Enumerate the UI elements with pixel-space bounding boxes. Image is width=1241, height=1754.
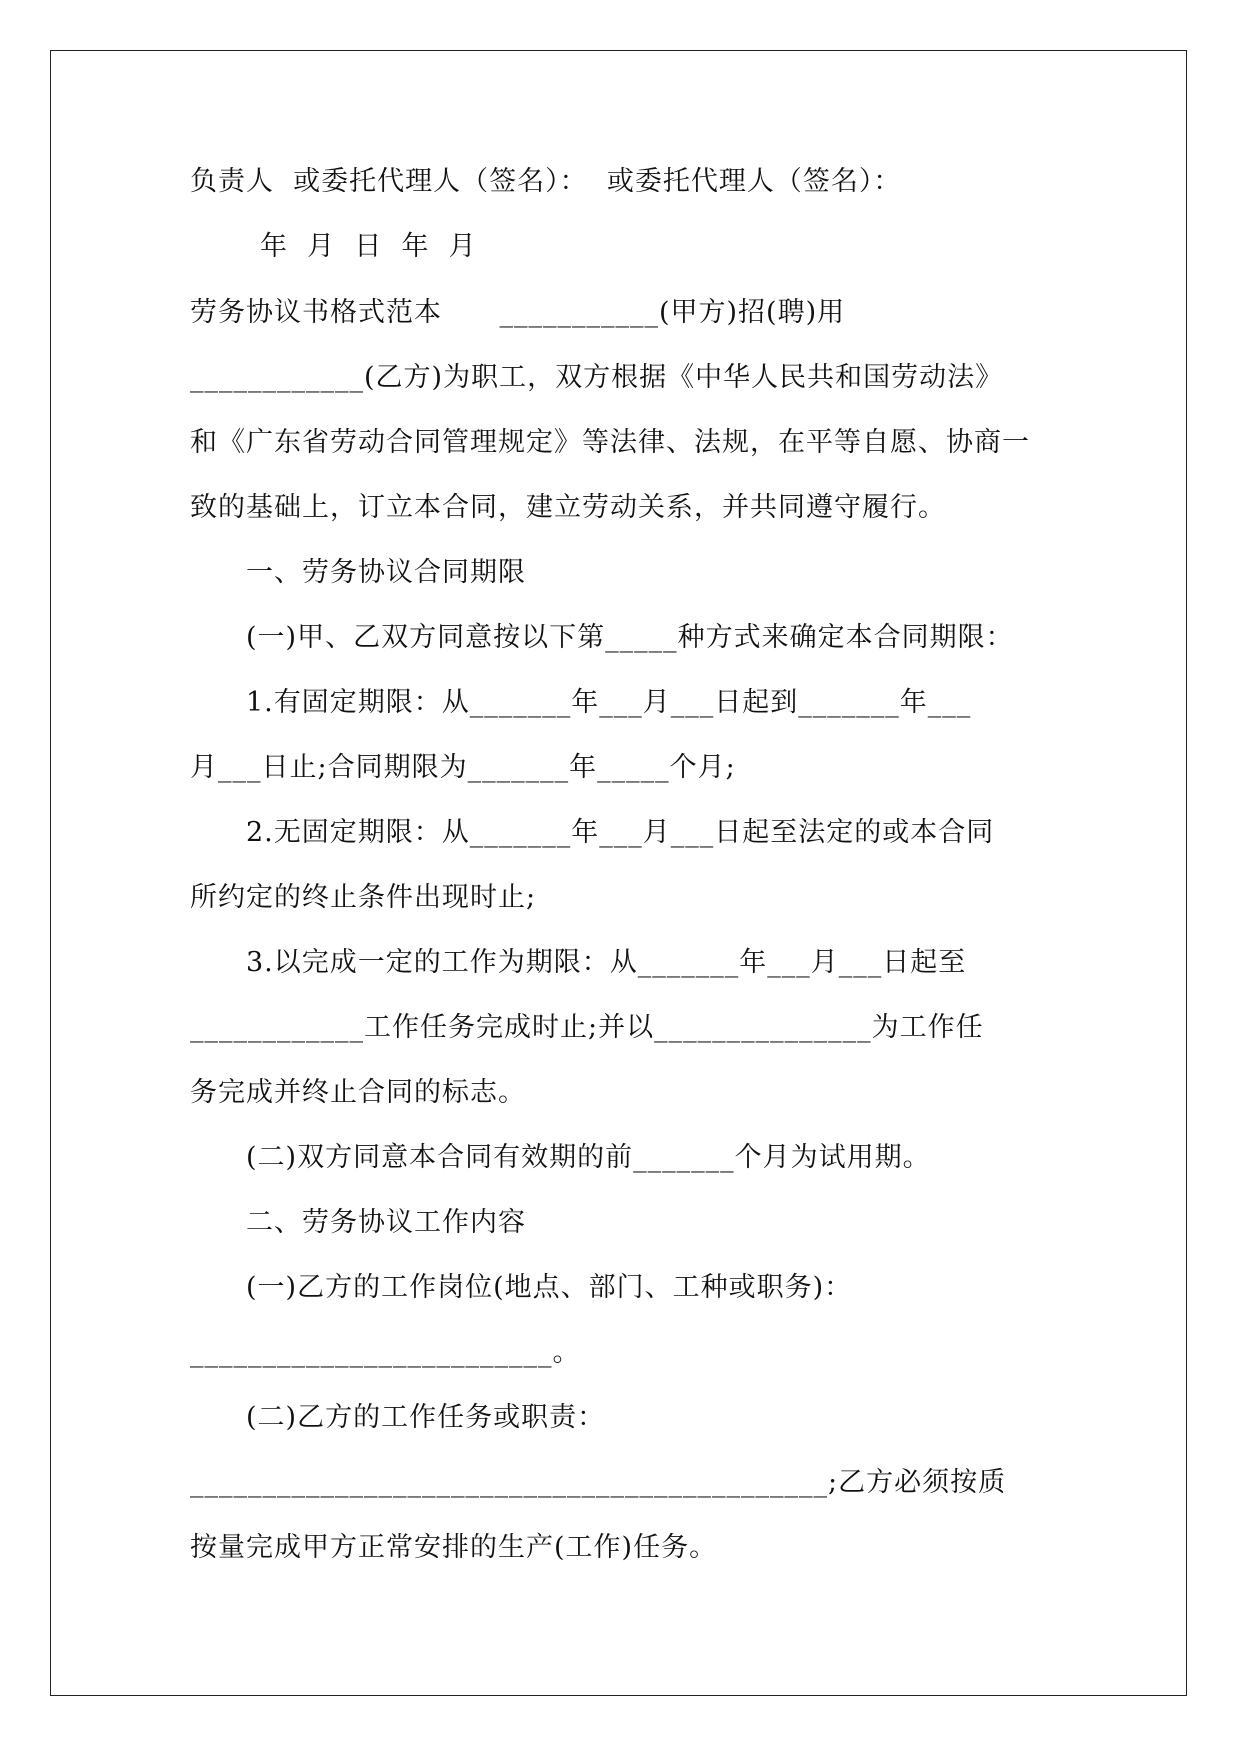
clause-line: (一)乙方的工作岗位(地点、部门、工种或职务)： — [246, 1272, 853, 1303]
clause-line: 3.以完成一定的工作为期限：从_______年___月___日起至 — [246, 947, 967, 978]
clause-line: ____________工作任务完成时止;并以_______________为工作任 — [190, 1012, 984, 1043]
clause-line: 2.无固定期限：从_______年___月___日起至法定的或本合同 — [246, 817, 995, 848]
title-line: 劳务协议书格式范本 ___________(甲方)招(聘)用 — [190, 297, 846, 328]
clause-line: 务完成并终止合同的标志。 — [190, 1077, 526, 1108]
clause-line: 所约定的终止条件出现时止; — [190, 882, 537, 913]
clause-line: ____________________________________________;乙方必须按质 — [190, 1467, 1007, 1498]
signature-line: 负责人 或委托代理人（签名）： 或委托代理人（签名）： — [190, 166, 902, 197]
date-line: 年 月 日 年 月 — [260, 231, 477, 262]
clause-line: 按量完成甲方正常安排的生产(工作)任务。 — [190, 1532, 718, 1563]
section-heading: 二、劳务协议工作内容 — [246, 1207, 526, 1238]
paragraph-line: 和《广东省劳动合同管理规定》等法律、法规，在平等自愿、协商一 — [190, 427, 1030, 458]
clause-line: 1.有固定期限：从_______年___月___日起到_______年___ — [246, 687, 972, 718]
clause-line: (二)双方同意本合同有效期的前_______个月为试用期。 — [246, 1142, 931, 1173]
clause-line: _________________________。 — [190, 1337, 581, 1368]
clause-line: (二)乙方的工作任务或职责： — [246, 1402, 606, 1433]
clause-line: (一)甲、乙双方同意按以下第_____种方式来确定本合同期限： — [246, 622, 1014, 653]
paragraph-line: ____________(乙方)为职工，双方根据《中华人民共和国劳动法》 — [190, 362, 1004, 393]
paragraph-line: 致的基础上，订立本合同，建立劳动关系，并共同遵守履行。 — [190, 492, 946, 523]
clause-line: 月___日止;合同期限为_______年_____个月; — [190, 752, 736, 783]
section-heading: 一、劳务协议合同期限 — [246, 557, 526, 588]
